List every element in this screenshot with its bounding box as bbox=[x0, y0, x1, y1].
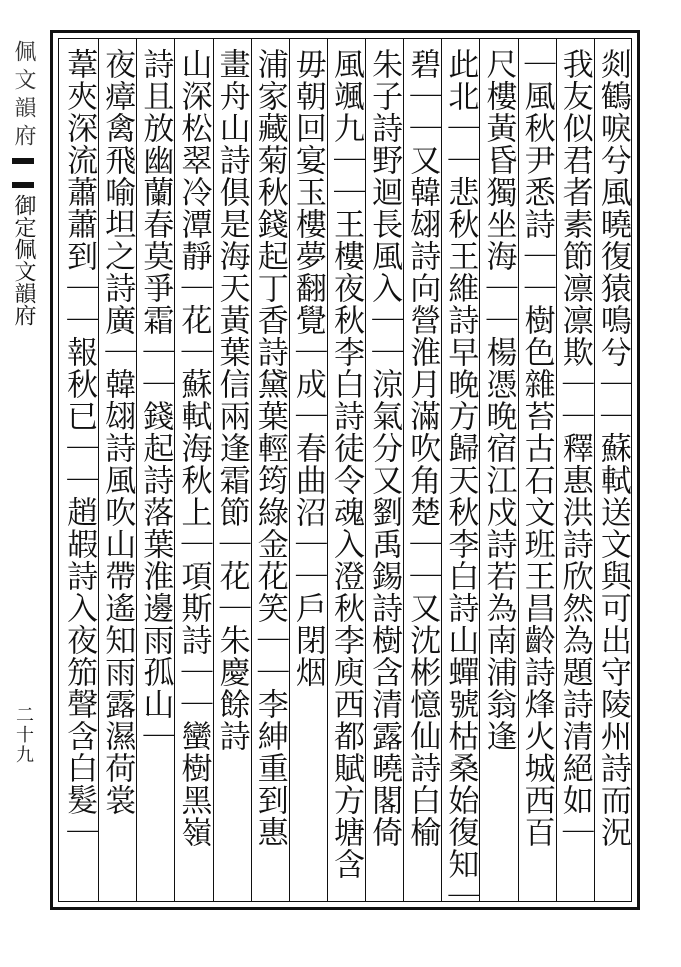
text-column: 我友似君者素節凛凛欺｜｜釋惠洪詩欣然為題詩清絕如｜ bbox=[556, 48, 593, 848]
column-rule bbox=[365, 38, 366, 902]
text-column: 葦夾深流蕭蕭到｜｜報秋已｜｜趙嘏詩入夜笳聲含白髮｜ bbox=[61, 48, 98, 848]
text-column: 畫舟山詩俱是海天黃葉信兩逢霜節｜花｜朱慶餘詩 bbox=[213, 48, 250, 752]
column-rule bbox=[251, 38, 252, 902]
text-column: 山深松翠冷潭靜｜花｜蘇軾海秋上｜項斯詩｜｜蠻樹黑嶺 bbox=[175, 48, 212, 848]
text-column: 夜瘴禽飛喻坦之詩廣｜韓翃詩風吹山帶遙知雨露濕荷裳 bbox=[99, 48, 136, 816]
page-number: 二十九 bbox=[13, 705, 34, 765]
text-column: 詩且放幽蘭春莫爭霜｜｜錢起詩落葉淮邊雨孤山｜ bbox=[137, 48, 174, 752]
column-rule bbox=[441, 38, 442, 902]
book-title: 御定佩文韻府 bbox=[11, 194, 36, 326]
text-column: 此北｜｜悲秋王維詩早晚方歸天秋李白詩山蟬號枯桑始復知｜ bbox=[442, 48, 479, 912]
column-rule bbox=[479, 38, 480, 902]
column-rule bbox=[327, 38, 328, 902]
column-rule bbox=[594, 38, 595, 902]
text-column: 朱子詩野迴長風入｜｜涼氣分又劉禹錫詩樹含清露曉閣倚 bbox=[366, 48, 403, 848]
text-column: 風颯九｜｜王樓夜秋李白詩徒令魂入澄秋李庾西都賦方塘含 bbox=[328, 48, 364, 880]
text-column: 浦家藏菊秋錢起丁香詩黛葉輕筠綠金花笑｜｜李紳重到惠 bbox=[251, 48, 288, 848]
column-rule bbox=[213, 38, 214, 902]
column-rule bbox=[403, 38, 404, 902]
fish-tail-mark-icon bbox=[12, 158, 34, 188]
text-column: 碧｜｜又韓翃詩向營淮月滿吹角楚｜｜又沈彬憶仙詩白榆 bbox=[404, 48, 441, 848]
text-column: 剡鶴唳兮風曉復猿鳴兮｜｜蘇軾送文與可出守陵州詩而況 bbox=[594, 48, 631, 848]
column-rule bbox=[289, 38, 290, 902]
column-rule bbox=[518, 38, 519, 902]
margin-column bbox=[6, 40, 40, 326]
column-rule bbox=[174, 38, 175, 902]
column-rule bbox=[98, 38, 99, 902]
margin-title: 佩文韻府 bbox=[11, 40, 36, 152]
text-column: 毋朝回宴玉樓夢翻覺｜成｜春曲沼｜｜戶閉烟 bbox=[289, 48, 326, 688]
column-rule bbox=[556, 38, 557, 902]
text-column: ｜風秋尹悉詩｜｜樹色雜苔古石文班王昌齡詩烽火城西百 bbox=[518, 48, 555, 848]
column-rule bbox=[136, 38, 137, 902]
text-column: 尺樓黃昏獨坐海｜｜楊憑晚宿江戍詩若為南浦翁逢 bbox=[480, 48, 517, 752]
